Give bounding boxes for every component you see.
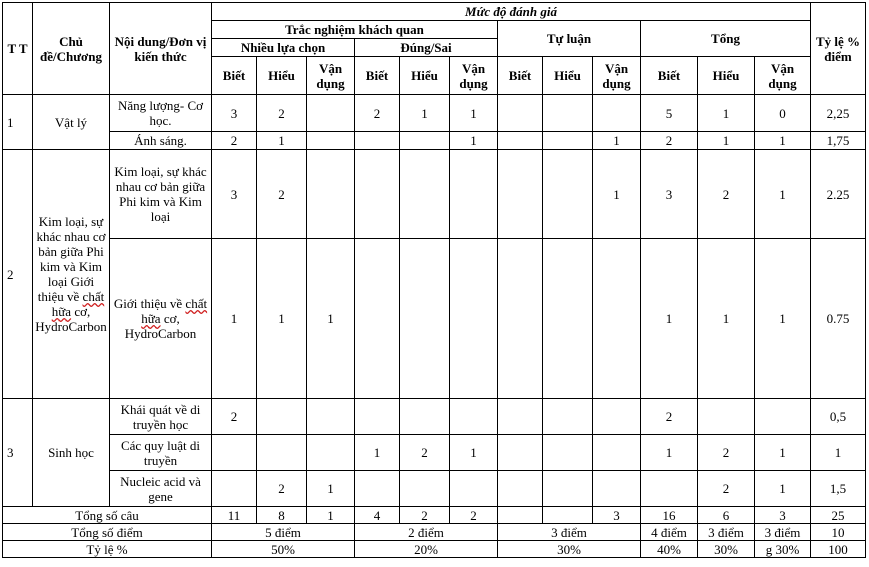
cell: 5 [641,95,698,132]
row-noi-dung [110,239,212,399]
cell: 1 [307,471,355,507]
cell: 4 [355,507,400,524]
cell [400,150,450,239]
cell [450,150,498,239]
cell: 0 [755,95,811,132]
cell: 1 [450,435,498,471]
header-tt: T T [3,3,33,95]
row-chu-de: Sinh học [33,399,110,507]
totals-row-percent [3,541,866,558]
header-chu-de: Chủ đề/Chương [33,3,110,95]
cell: 1 [698,95,755,132]
row-chu-de [33,150,110,399]
cell [307,435,355,471]
cell [450,471,498,507]
cell: 3 [641,150,698,239]
cell [498,239,543,399]
header-nhieu-lua-chon: Nhiều lựa chọn [212,39,355,57]
cell: 4 điểm [641,524,698,541]
row-chu-de: Vật lý [33,95,110,150]
row-noi-dung-text: cơ, HydroCarbon [124,311,197,341]
cell: 8 [257,507,307,524]
row-ty-le: 1,5 [811,471,866,507]
cell [450,399,498,435]
cell: 3 [212,95,257,132]
total-percent-label: Tỷ lệ % [3,541,212,558]
cell [307,132,355,150]
cell: 10 [811,524,866,541]
cell: 2 [257,471,307,507]
cell [593,95,641,132]
cell: 1 [755,150,811,239]
level-biet: Biết [355,57,400,95]
cell: 1 [450,132,498,150]
cell [307,95,355,132]
cell: 2 [698,150,755,239]
row-noi-dung: Khái quát về di truyền học [110,399,212,435]
cell [543,132,593,150]
cell: 1 [307,239,355,399]
header-trac-nghiem: Trắc nghiệm khách quan [212,21,498,39]
cell: 20% [355,541,498,558]
cell [593,399,641,435]
header-noi-dung: Nội dung/Đơn vị kiến thức [110,3,212,95]
table-row [3,471,866,507]
row-noi-dung: Ánh sáng. [110,132,212,150]
cell: 50% [212,541,355,558]
level-biet: Biết [498,57,543,95]
row-chu-de-text: cơ, HydroCarbon [35,304,107,334]
cell [498,399,543,435]
level-hieu: Hiểu [400,57,450,95]
cell: 30% [498,541,641,558]
cell [400,132,450,150]
level-biet: Biết [641,57,698,95]
cell [355,132,400,150]
cell: 3 điểm [698,524,755,541]
total-points-label: Tổng số điểm [3,524,212,541]
cell [400,399,450,435]
row-chu-de-text: Kim loại, sự khác nhau cơ bản giữa Phi kim và Kim loại Giới thiệu về [36,214,106,304]
header-tu-luan: Tự luận [498,21,641,57]
cell: 1 [307,507,355,524]
cell: 1 [641,435,698,471]
header-ty-le-diem: Tỷ lệ % điểm [811,3,866,95]
cell: 1 [593,150,641,239]
total-questions-label: Tổng số câu [3,507,212,524]
totals-row-points [3,524,866,541]
cell: 2 [257,95,307,132]
level-van-dung: Vận dụng [307,57,355,95]
cell: 5 điểm [212,524,355,541]
cell [755,399,811,435]
cell [593,471,641,507]
cell: 2 [400,507,450,524]
row-noi-dung: Năng lượng- Cơ học. [110,95,212,132]
row-ty-le: 0.75 [811,239,866,399]
level-van-dung: Vận dụng [593,57,641,95]
cell: 1 [755,132,811,150]
header-dung-sai: Đúng/Sai [355,39,498,57]
level-biet: Biết [212,57,257,95]
cell [212,471,257,507]
cell [698,399,755,435]
cell [355,239,400,399]
table-row [3,132,866,150]
cell: 40% [641,541,698,558]
cell [543,150,593,239]
cell: 3 điểm [755,524,811,541]
cell [498,95,543,132]
cell [450,239,498,399]
row-ty-le: 1 [811,435,866,471]
row-noi-dung: Các quy luật di truyền [110,435,212,471]
cell: 2 [212,399,257,435]
cell [543,95,593,132]
cell [543,471,593,507]
cell: 3 điểm [498,524,641,541]
cell: 1 [355,435,400,471]
cell [307,150,355,239]
totals-row-questions [3,507,866,524]
cell: 1 [755,471,811,507]
cell [498,435,543,471]
cell [355,150,400,239]
cell: 2 [698,471,755,507]
assessment-matrix-table [2,2,866,558]
cell: 16 [641,507,698,524]
cell: 1 [698,132,755,150]
cell [355,471,400,507]
cell [212,435,257,471]
cell [498,471,543,507]
cell [543,399,593,435]
cell [355,399,400,435]
cell [498,507,543,524]
cell: 2 [698,435,755,471]
cell [498,132,543,150]
cell [400,471,450,507]
header-tong: Tổng [641,21,811,57]
cell [543,507,593,524]
cell: 3 [755,507,811,524]
cell [641,471,698,507]
cell [543,435,593,471]
table-row [3,399,866,435]
cell: 1 [641,239,698,399]
cell: 1 [212,239,257,399]
cell: 2 [641,132,698,150]
row-ty-le: 1,75 [811,132,866,150]
cell: 2 [355,95,400,132]
cell: 11 [212,507,257,524]
cell: 2 [212,132,257,150]
table-row [3,435,866,471]
cell: 1 [400,95,450,132]
cell: 1 [755,435,811,471]
cell: 1 [450,95,498,132]
cell [257,435,307,471]
level-hieu: Hiểu [257,57,307,95]
row-ty-le: 2.25 [811,150,866,239]
cell [593,435,641,471]
cell: 2 [450,507,498,524]
row-noi-dung-text: chất hữa [141,296,208,326]
row-tt: 3 [3,399,33,507]
header-muc-do: Mức độ đánh giá [212,3,811,21]
row-ty-le: 0,5 [811,399,866,435]
level-van-dung: Vận dụng [450,57,498,95]
cell: 3 [212,150,257,239]
table-row [3,150,866,239]
cell: 2 [400,435,450,471]
cell: 1 [257,239,307,399]
cell: 1 [257,132,307,150]
cell: 2 điểm [355,524,498,541]
row-noi-dung: Kim loại, sự khác nhau cơ bản giữa Phi kim và Kim loại [110,150,212,239]
cell: 2 [257,150,307,239]
level-van-dung: Vận dụng [755,57,811,95]
row-tt: 1 [3,95,33,150]
row-tt: 2 [3,150,33,399]
cell: 100 [811,541,866,558]
row-ty-le: 2,25 [811,95,866,132]
cell [400,239,450,399]
cell: 1 [755,239,811,399]
cell: 25 [811,507,866,524]
cell: g 30% [755,541,811,558]
cell: 3 [593,507,641,524]
cell [593,239,641,399]
cell: 6 [698,507,755,524]
row-chu-de-text: chất hữa [51,289,105,319]
cell [307,399,355,435]
cell [257,399,307,435]
cell: 30% [698,541,755,558]
row-noi-dung-text: Giới thiệu về [113,296,183,311]
cell: 1 [698,239,755,399]
row-noi-dung: Nucleic acid và gene [110,471,212,507]
cell: 1 [593,132,641,150]
table-row [3,95,866,132]
cell: 2 [641,399,698,435]
table-row [3,239,866,399]
level-hieu: Hiểu [543,57,593,95]
cell [498,150,543,239]
cell [543,239,593,399]
level-hieu: Hiểu [698,57,755,95]
